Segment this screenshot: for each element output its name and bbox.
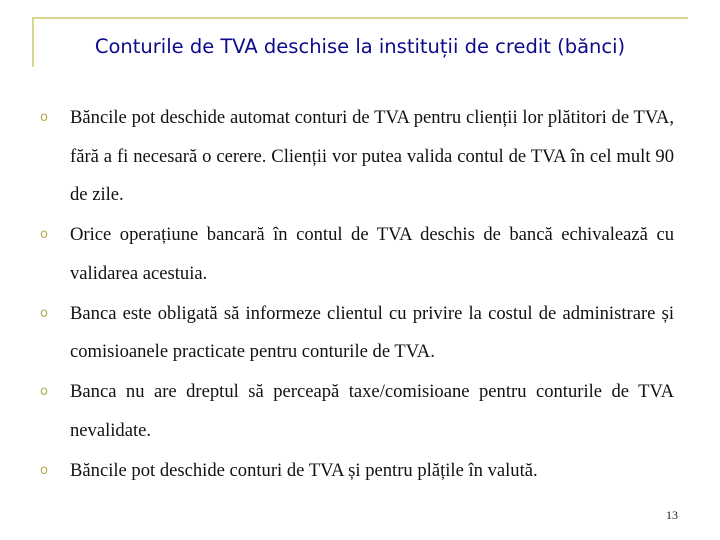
bullet-marker-icon: o (40, 110, 48, 125)
title-frame-top-border (32, 17, 688, 19)
bullet-list (38, 99, 674, 490)
bullet-text: Băncile pot deschide automat conturi de TVA pentru clienții lor plătitori de TVA, fără a fi necesară o cerere. Clienții vor putea valida contul de TVA în cel mult 90 de zile. (70, 107, 674, 205)
bullet-marker-icon: o (40, 305, 48, 321)
bullet-text: Băncile pot deschide conturi de TVA și pentru plățile în valută. (70, 459, 538, 481)
page-number: 13 (666, 508, 678, 522)
bullet-marker-icon: o (40, 462, 48, 478)
bullet-marker-icon: o (40, 227, 48, 242)
bullet-text: Banca nu are dreptul să perceapă taxe/comisioane pentru conturile de TVA nevalidate. (70, 381, 674, 441)
bullet-item (38, 373, 674, 450)
slide-title: Conturile de TVA deschise la instituții de credit (bănci) (94, 35, 626, 58)
bullet-text: Banca este obligată să informeze clientul cu privire la costul de administrare și comisioanele practicate pentru conturile de TVA. (70, 302, 674, 362)
bullet-item (38, 452, 674, 491)
bullet-item (38, 216, 674, 293)
bullet-item (38, 295, 674, 372)
bullet-item (38, 99, 674, 215)
title-frame-left-border (32, 17, 34, 67)
bullet-text: Orice operațiune bancară în contul de TVA deschis de bancă echivalează cu validarea acestuia. (70, 224, 674, 284)
bullet-marker-icon: o (40, 384, 48, 399)
